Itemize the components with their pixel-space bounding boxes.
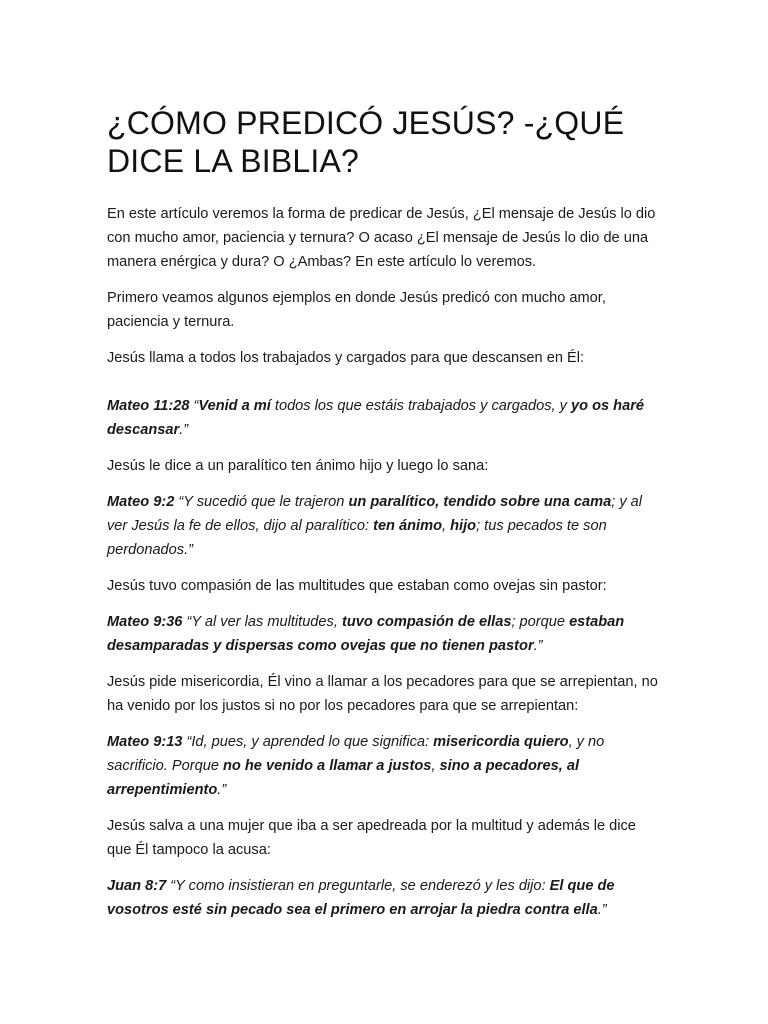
verse-emphasis: El que de vosotros esté sin pecado sea el primero en arrojar la piedra contra ella [107,878,615,918]
verse-emphasis: hijo [450,518,477,534]
intro-paragraph: En este artículo veremos la forma de predicar de Jesús, ¿El mensaje de Jesús lo dio con mucho amor, paciencia y ternura? O acaso ¿El mensaje de Jesús lo dio de una manera enérgica y dura? O ¿Ambas? En este artículo lo veremos. [107,206,656,270]
verse-text: “Id, pues, y aprended lo que significa: [182,734,434,750]
verse-text: .” [597,902,607,918]
verse-text: , [442,518,451,534]
verse-reference: Mateo 9:2 [107,494,175,510]
verse-text: ; tus pecados te son perdonados.” [107,518,607,558]
intro-paragraph: Jesús llama a todos los trabajados y cargados para que descansen en Él: [107,350,585,366]
bible-verse [107,394,659,442]
verse-text: “Y como insistieran en preguntarle, se enderezó y les dijo: [166,878,550,894]
bible-verse [107,490,659,562]
verse-reference: Mateo 9:13 [107,734,183,750]
bible-verse [107,874,659,922]
verse-emphasis: tuvo compasión de ellas [341,614,512,630]
bible-verse [107,610,659,658]
bridge-paragraph: Jesús le dice a un paralítico ten ánimo hijo y luego lo sana: [107,458,489,474]
verse-emphasis: misericordia quiero [433,734,569,750]
verse-emphasis: sino a pecadores, al arrepentimiento [107,758,580,798]
verse-text: “Y sucedió que le trajeron [174,494,349,510]
bridge-paragraph: Jesús tuvo compasión de las multitudes que estaban como ovejas sin pastor: [107,578,607,594]
verse-text: “ [189,398,199,414]
verse-text: .” [179,422,189,438]
document-page [107,104,659,934]
verse-text: , [431,758,440,774]
article-title: ¿CÓMO PREDICÓ JESÚS? -¿QUÉ DICE LA BIBLIA? [107,105,625,179]
bridge-paragraph: Jesús pide misericordia, Él vino a llamar a los pecadores para que se arrepientan, no ha venido por los justos si no por los pecadores para que se arrepientan: [107,674,658,714]
verse-text: .” [533,638,543,654]
verse-text: ; y al ver Jesús la fe de ellos, dijo al paralítico: [107,494,643,534]
verse-reference: Juan 8:7 [107,878,167,894]
bible-verse [107,730,659,802]
verse-emphasis: yo os haré descansar [107,398,644,438]
verse-text: ; porque [511,614,570,630]
verse-emphasis: ten ánimo [373,518,442,534]
verse-text: , y no sacrificio. Porque [107,734,605,774]
verse-emphasis: un paralítico, tendido sobre una cama [348,494,612,510]
verse-text: todos los que estáis trabajados y cargados, y [270,398,571,414]
verse-emphasis: no he venido a llamar a justos [223,758,432,774]
intro-paragraph: Primero veamos algunos ejemplos en donde Jesús predicó con mucho amor, paciencia y ternura. [107,290,606,330]
verse-reference: Mateo 9:36 [107,614,183,630]
verse-text: “Y al ver las multitudes, [182,614,342,630]
verse-reference: Mateo 11:28 [107,398,190,414]
verse-text: .” [217,782,227,798]
verse-emphasis: estaban desamparadas y dispersas como ovejas que no tienen pastor [107,614,625,654]
verse-emphasis: Venid a mí [198,398,271,414]
bridge-paragraph: Jesús salva a una mujer que iba a ser apedreada por la multitud y además le dice que Él tampoco la acusa: [107,818,636,858]
